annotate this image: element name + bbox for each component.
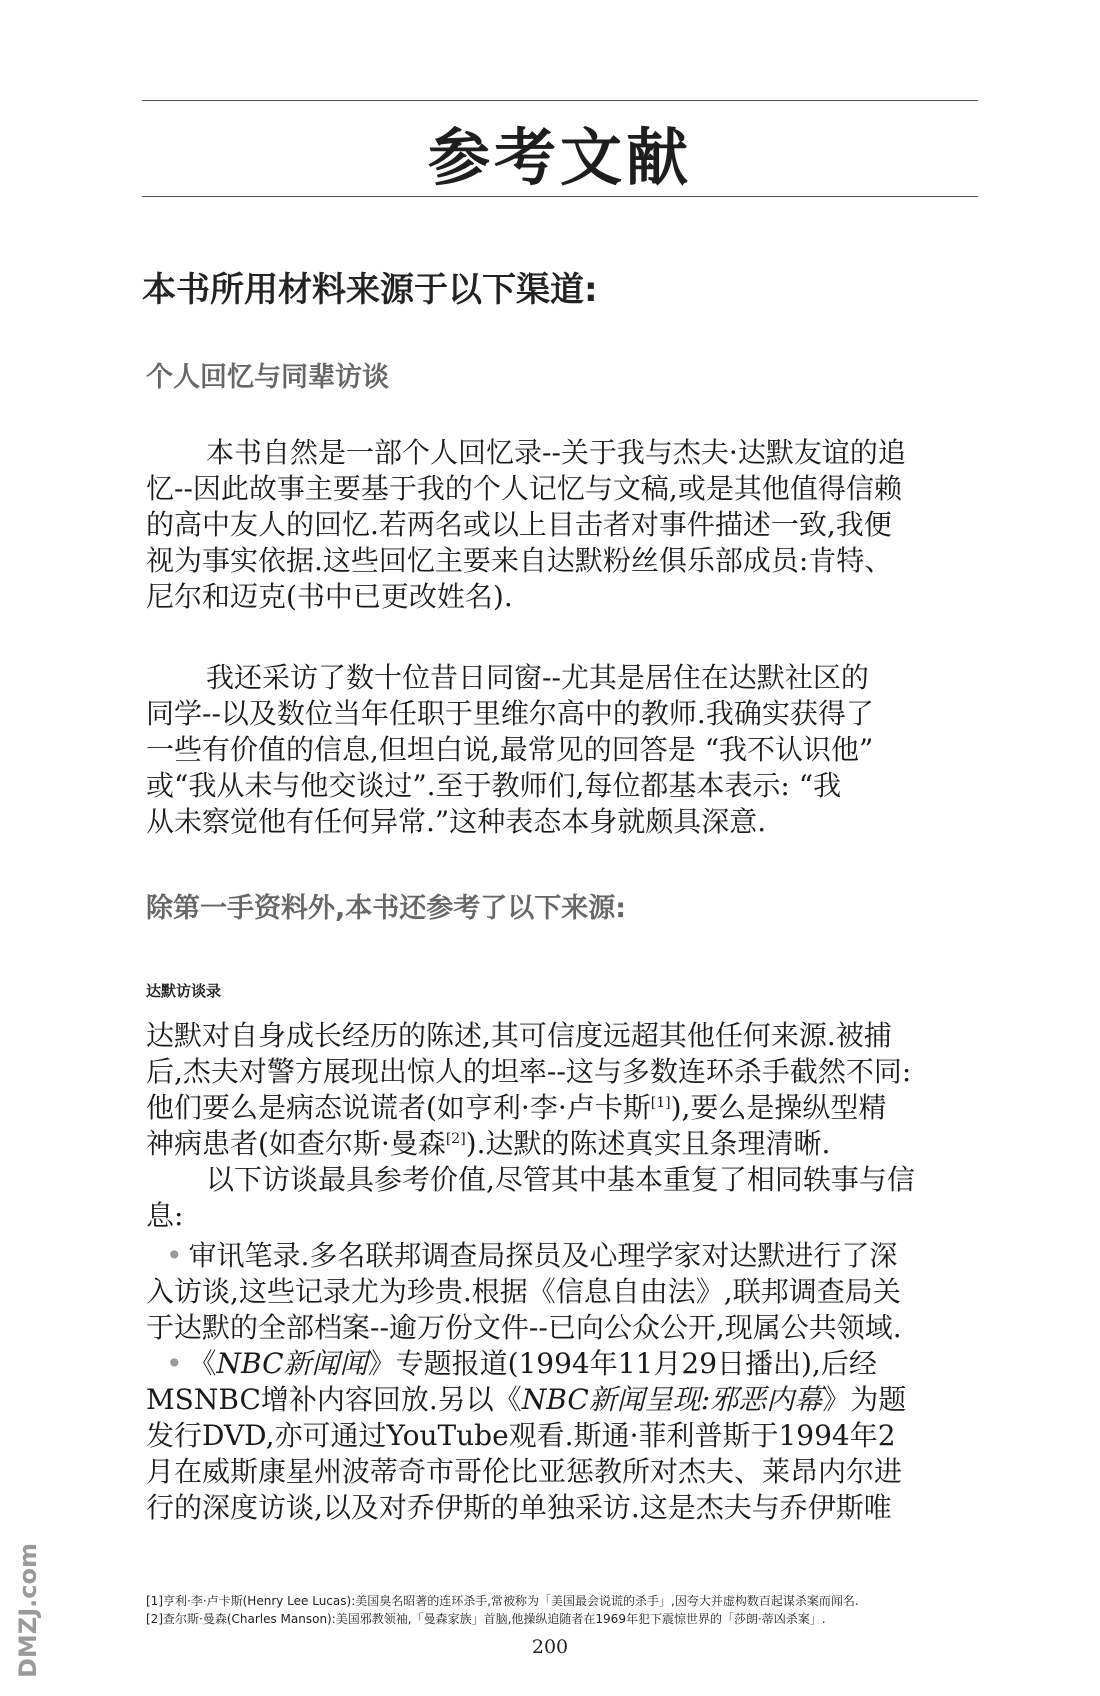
text-line: 一些有价值的信息,但坦白说,最常见的回答是 “我不认识他” [146,733,874,766]
footnote-ref-2[interactable]: [2] [445,1131,466,1147]
text-line [146,1090,986,1126]
section-heading: 本书所用材料来源于以下渠道: [142,270,598,310]
text-line: 同学--以及数位当年任职于里维尔高中的教师.我确实获得了 [146,697,874,730]
text-line: 以下访谈最具参考价值,尽管其中基本重复了相同轶事与信 [206,1163,915,1196]
text-line: 或“我从未与他交谈过”.至于教师们,每位都基本表示: “我 [146,769,842,802]
title-bottom-rule [142,196,978,197]
footnotes [146,1592,1006,1628]
text-fragment: 》专题报道(1994年11月29日播出),后经 [367,1347,877,1380]
text-line: 本书自然是一部个人回忆录--关于我与杰夫·达默友谊的追 [206,436,906,469]
paragraph-interviews [146,660,986,840]
text-line: 尼尔和迈克(书中已更改姓名). [146,580,513,613]
text-line: 视为事实依据.这些回忆主要来自达默粉丝俱乐部成员:肯特、 [146,544,893,577]
text-line: 于达默的全部档案--逾万份文件--已向公众公开,现属公共领域. [146,1311,902,1344]
top-rule [142,100,978,101]
text-fragment: ).达默的陈述真实且条理清晰. [465,1127,831,1160]
watermark-logo [8,1530,46,1680]
footnote-ref-1[interactable]: [1] [650,1095,671,1111]
footnote-1: [1]亨利·李·卢卡斯(Henry Lee Lucas):美国臭名昭著的连环杀手,常被称为「美国最会说谎的杀手」,因夸大并虚构数百起谋杀案而闻名. [146,1594,859,1608]
text-line [146,1238,986,1274]
text-line: 行的深度访谈,以及对乔伊斯的单独采访.这是杰夫与乔伊斯唯 [146,1491,892,1524]
italic-title: NBC新闻闻 [216,1347,368,1380]
text-line [146,1346,986,1382]
paragraph-dahmer-accounts [146,1018,986,1234]
text-line: 从未察觉他有任何异常.”这种表态本身就颇具深意. [146,805,767,838]
subsection-dahmer-interviews: 达默访谈录 [146,982,222,1000]
subsection-personal-memories: 个人回忆与同辈访谈 [146,362,389,393]
text-line [146,1382,986,1418]
page-title: 参考文献 [427,121,692,194]
bullet-marker: • [166,1347,183,1380]
text-fragment: MSNBC增补内容回放.另以《 [146,1383,522,1416]
text-fragment: 《 [188,1347,217,1380]
text-line: 入访谈,这些记录尤为珍贵.根据《信息自由法》,联邦调查局关 [146,1275,901,1308]
text-line: 达默对自身成长经历的陈述,其可信度远超其他任何来源.被捕 [146,1019,892,1052]
text-line: 后,杰夫对警方展现出惊人的坦率--这与多数连环杀手截然不同: [146,1055,912,1088]
text-line [146,1126,986,1162]
page-number: 200 [531,1636,569,1658]
watermark-text: DMZJ.com [14,1543,42,1678]
bullet-nbc-report [146,1346,986,1526]
text-line: 月在威斯康星州波蒂奇市哥伦比亚惩教所对杰夫、莱昂内尔进 [146,1455,903,1488]
bullet-marker: • [166,1239,183,1272]
text-fragment: 》为题 [822,1383,907,1416]
text-line: 我还采访了数十位昔日同窗--尤其是居住在达默社区的 [206,661,869,694]
text-line: 发行DVD,亦可通过YouTube观看.斯通·菲利普斯于1994年2 [146,1419,896,1452]
text-fragment: 审讯笔录.多名联邦调查局探员及心理学家对达默进行了深 [188,1239,898,1272]
text-fragment: 他们要么是病态说谎者(如亨利·李·卢卡斯 [146,1091,651,1124]
italic-title: NBC新闻呈现:邪恶内幕 [521,1383,823,1416]
text-line: 忆--因此故事主要基于我的个人记忆与文稿,或是其他值得信赖 [146,472,902,505]
footnote-2: [2]查尔斯·曼森(Charles Manson):美国邪教领袖,「曼森家族」首脑,他操纵追随者在1969年犯下震惊世界的「莎朗·蒂凶杀案」. [146,1612,826,1626]
text-fragment: ),要么是操纵型精 [670,1091,887,1124]
text-fragment: 神病患者(如查尔斯·曼森 [146,1127,446,1160]
paragraph-memoir [146,435,986,615]
subsection-other-sources: 除第一手资料外,本书还参考了以下来源: [146,893,627,924]
text-line: 的高中友人的回忆.若两名或以上目击者对事件描述一致,我便 [146,508,892,541]
text-line: 息: [146,1199,184,1232]
bullet-interrogation-records [146,1238,986,1346]
